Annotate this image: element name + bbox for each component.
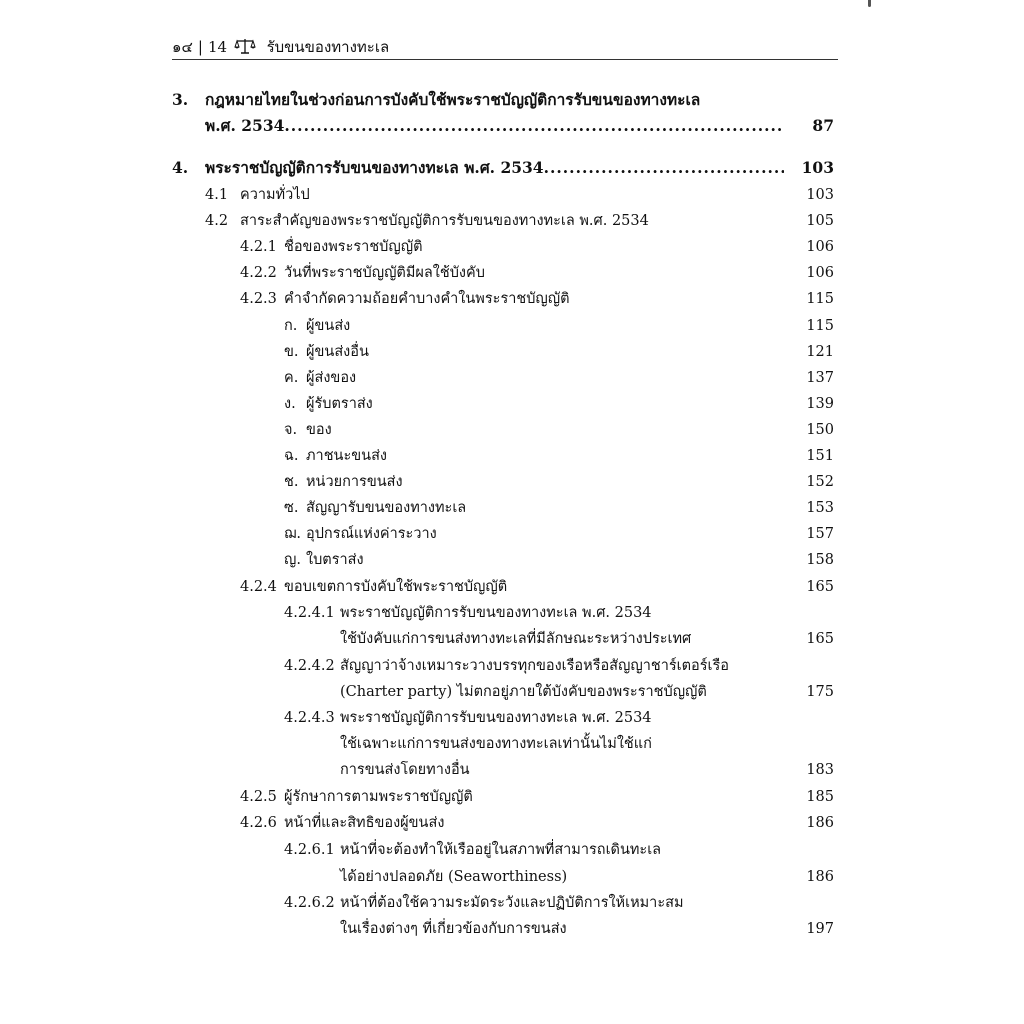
toc-number: 4.2.6.1 xyxy=(284,842,335,858)
toc-page-number: 158 xyxy=(806,552,834,568)
toc-page-number: 103 xyxy=(801,158,834,177)
toc-entry-title: พระราชบัญญัติการรับขนของทางทะเล พ.ศ. 2534 xyxy=(340,710,652,726)
toc-number: ค. xyxy=(284,370,299,386)
toc-number: 4.2.6.2 xyxy=(284,895,335,911)
toc-page-number: 115 xyxy=(806,291,834,307)
toc-page-number: 105 xyxy=(806,213,834,229)
toc-entry-title: พ.ศ. 2534 xyxy=(205,116,285,135)
toc-number: ก. xyxy=(284,318,298,334)
scales-of-justice-icon xyxy=(234,38,256,54)
toc-page-number: 151 xyxy=(806,448,834,464)
toc-page-number: 106 xyxy=(806,265,834,281)
toc-page-number: 165 xyxy=(806,579,834,595)
toc-page-number: 115 xyxy=(806,318,834,334)
toc-page-number: 165 xyxy=(806,631,834,647)
toc-page-number: 137 xyxy=(806,370,834,386)
toc-number: 4.1 xyxy=(205,187,229,203)
toc-entry-title: พระราชบัญญัติการรับขนของทางทะเล พ.ศ. 2534 xyxy=(340,605,652,621)
toc-number: ข. xyxy=(284,344,299,360)
toc-entry-title: ใช้บังคับแก่การขนส่งทางทะเลที่มีลักษณะระหว่างประเทศ xyxy=(340,631,692,647)
toc-entry-title: ผู้ส่งของ xyxy=(306,370,357,386)
toc-entry-title: พระราชบัญญัติการรับขนของทางทะเล พ.ศ. 2534 xyxy=(205,158,544,177)
toc-leader-dots xyxy=(284,114,784,138)
header-thai-page-number: ๑๔ xyxy=(172,38,193,56)
toc-entry-title: ผู้ขนส่ง xyxy=(306,318,351,334)
toc-entry-title: หน่วยการขนส่ง xyxy=(306,474,403,490)
toc-number: ช. xyxy=(284,474,299,490)
toc-page-number: 185 xyxy=(806,789,834,805)
toc-entry-title: ขอบเขตการบังคับใช้พระราชบัญญัติ xyxy=(284,579,508,595)
toc-entry-title: (Charter party) ไม่ตกอยู่ภายใต้บังคับของพระราชบัญญัติ xyxy=(340,684,707,700)
toc-entry-title: สาระสำคัญของพระราชบัญญัติการรับขนของทางทะเล พ.ศ. 2534 xyxy=(240,213,649,229)
toc-page-number: 150 xyxy=(806,422,834,438)
toc-entry-title: สัญญารับขนของทางทะเล xyxy=(306,500,467,516)
toc-page-number: 186 xyxy=(806,815,834,831)
toc-page-number: 152 xyxy=(806,474,834,490)
toc-number: 4.2.5 xyxy=(240,789,277,805)
toc-number: 3. xyxy=(172,90,189,109)
toc-entry-title: คำจำกัดความถ้อยคำบางคำในพระราชบัญญัติ xyxy=(284,291,570,307)
toc-page-number: 139 xyxy=(806,396,834,412)
toc-number: 4.2 xyxy=(205,213,229,229)
toc-number: ฌ. xyxy=(284,526,301,542)
toc-entry-title: การขนส่งโดยทางอื่น xyxy=(340,762,470,778)
toc-page-number: 197 xyxy=(806,921,834,937)
toc-page-number: 183 xyxy=(806,762,834,778)
toc-entry-title: ผู้รักษาการตามพระราชบัญญัติ xyxy=(284,789,473,805)
toc-page-number: 186 xyxy=(806,869,834,885)
toc-leader-dots xyxy=(544,156,784,180)
toc-page-number: 103 xyxy=(806,187,834,203)
header-page-number: 14 xyxy=(207,38,228,56)
toc-entry-title: ความทั่วไป xyxy=(240,187,310,203)
toc-number: 4. xyxy=(172,158,189,177)
toc-entry xyxy=(205,114,834,138)
toc-entry-title: ใช้เฉพาะแก่การขนส่งของทางทะเลเท่านั้นไม่ใช้แก่ xyxy=(340,736,652,752)
toc-page-number: 106 xyxy=(806,239,834,255)
toc-number: 4.2.4.3 xyxy=(284,710,335,726)
toc-number: 4.2.4 xyxy=(240,579,277,595)
toc-entry xyxy=(205,156,834,180)
toc-page-number: 175 xyxy=(806,684,834,700)
header-rule xyxy=(172,59,838,60)
toc-number: 4.2.4.2 xyxy=(284,658,335,674)
toc-number: 4.2.1 xyxy=(240,239,277,255)
toc-page-number: 153 xyxy=(806,500,834,516)
page-header xyxy=(172,36,838,58)
toc-number: ง. xyxy=(284,396,296,412)
toc-entry-title: วันที่พระราชบัญญัติมีผลใช้บังคับ xyxy=(284,265,485,281)
header-book-title: รับขนของทางทะเล xyxy=(266,38,390,56)
toc-number: ซ. xyxy=(284,500,299,516)
toc-number: 4.2.4.1 xyxy=(284,605,335,621)
toc-entry-title: หน้าที่จะต้องทำให้เรืออยู่ในสภาพที่สามารถเดินทะเล xyxy=(340,842,662,858)
toc-page-number: 121 xyxy=(806,344,834,360)
corner-mark xyxy=(868,0,871,7)
toc-entry-title: อุปกรณ์แห่งค่าระวาง xyxy=(306,526,437,542)
toc-entry-title: หน้าที่ต้องใช้ความระมัดระวังและปฏิบัติการให้เหมาะสม xyxy=(340,895,684,911)
toc-entry-title: ได้อย่างปลอดภัย (Seaworthiness) xyxy=(340,869,568,885)
toc-entry-title: สัญญาว่าจ้างเหมาระวางบรรทุกของเรือหรือสัญญาชาร์เตอร์เรือ xyxy=(340,658,729,674)
header-separator: | xyxy=(197,38,203,56)
toc-entry-title: ของ xyxy=(306,422,332,438)
toc-page-number: 87 xyxy=(812,116,834,135)
toc-entry-title: ใบตราส่ง xyxy=(306,552,364,568)
toc-entry-title: ชื่อของพระราชบัญญัติ xyxy=(284,239,423,255)
toc-number: ญ. xyxy=(284,552,301,568)
toc-entry-title: ผู้รับตราส่ง xyxy=(306,396,373,412)
toc-number: 4.2.3 xyxy=(240,291,277,307)
toc-number: 4.2.6 xyxy=(240,815,277,831)
toc-entry-title: ผู้ขนส่งอื่น xyxy=(306,344,369,360)
toc-entry-title: ภาชนะขนส่ง xyxy=(306,448,387,464)
toc-number: จ. xyxy=(284,422,298,438)
toc-page-number: 157 xyxy=(806,526,834,542)
toc-entry-title: หน้าที่และสิทธิของผู้ขนส่ง xyxy=(284,815,445,831)
toc-entry-title: กฎหมายไทยในช่วงก่อนการบังคับใช้พระราชบัญญัติการรับขนของทางทะเล xyxy=(205,90,701,109)
toc-number: 4.2.2 xyxy=(240,265,277,281)
toc-number: ฉ. xyxy=(284,448,299,464)
toc-entry-title: ในเรื่องต่างๆ ที่เกี่ยวข้องกับการขนส่ง xyxy=(340,921,567,937)
